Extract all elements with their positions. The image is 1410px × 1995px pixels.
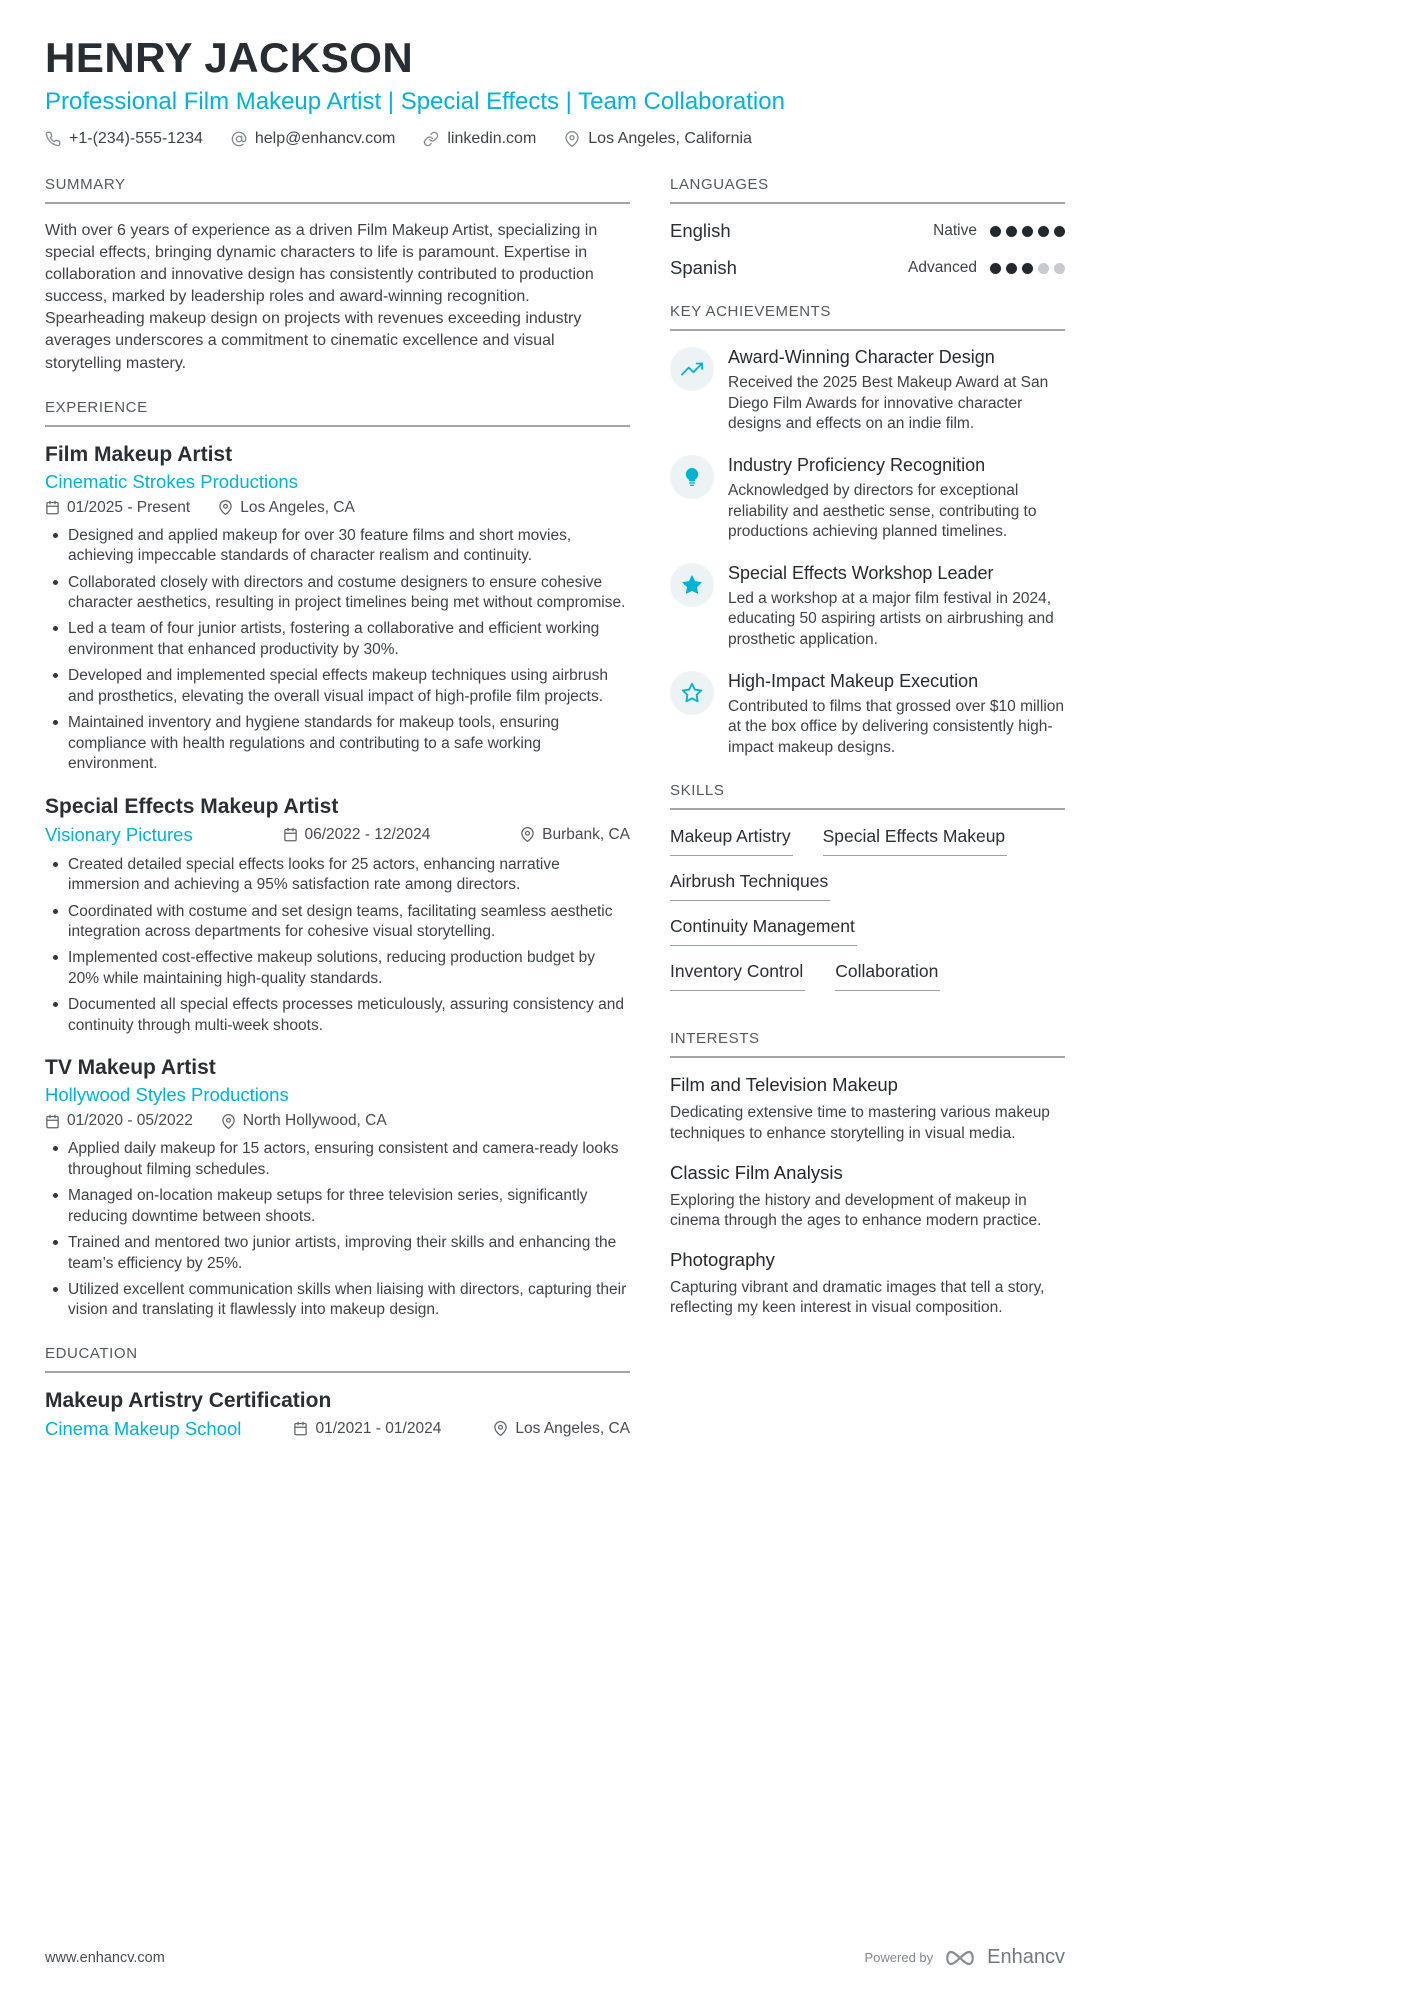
bullet-item: Applied daily makeup for 15 actors, ensuring consistent and camera-ready looks throughout filming schedules. [45,1139,630,1180]
job-title: TV Makeup Artist [45,1056,216,1080]
bullet-item: Designed and applied makeup for over 30 feature films and short movies, achieving impeccable standards of character realism and continuity. [45,526,630,567]
languages-section [670,176,1065,279]
website-text: linkedin.com [447,130,537,148]
interest-title: Photography [670,1248,775,1270]
language-proficiency-dot [990,226,1001,237]
degree-title: Makeup Artistry Certification [45,1388,332,1412]
experience-section [45,399,630,1321]
achievement-text: Received the 2025 Best Makeup Award at San Diego Film Awards for innovative character designs and effects on an indie film. [728,374,1049,433]
achievement-text: Contributed to films that grossed over $10 million at the box office by delivering consistently high-impact makeup designs. [728,697,1064,756]
language-row [670,220,1065,242]
language-name: Spanish [670,257,737,279]
location-pin-icon [221,1114,236,1129]
powered-by-label: Powered by [864,1950,934,1965]
interests-section [670,1030,1065,1319]
website-contact[interactable] [423,130,536,148]
skill-item: Inventory Control [670,961,805,991]
contact-row [45,130,1065,148]
achievement-title: Special Effects Workshop Leader [728,562,994,583]
language-proficiency-dot [1038,226,1049,237]
skill-item: Continuity Management [670,916,857,946]
bullet-item: Coordinated with costume and set design teams, facilitating seamless aesthetic integration across departments for cohesive visual storytelling. [45,902,630,943]
date-range: 06/2022 - 12/2024 [283,826,431,844]
experience-entry [45,443,630,775]
experience-entry [45,1056,630,1321]
link-icon [423,131,439,147]
job-location: Los Angeles, CA [218,499,355,517]
skill-item: Airbrush Techniques [670,871,830,901]
achievement-item [670,563,1065,651]
achievement-title: High-Impact Makeup Execution [728,670,979,691]
language-dots [990,263,1065,274]
language-proficiency-dot [990,263,1001,274]
star-filled-icon [681,574,703,596]
achievement-item [670,455,1065,543]
achievements-section-title: KEY ACHIEVEMENTS [670,303,1065,331]
bullet-item: Created detailed special effects looks for 25 actors, enhancing narrative immersion and achieving a 95% satisfaction rate among directors. [45,855,630,896]
date-range: 01/2025 - Present [45,499,190,517]
experience-entry [45,795,630,1037]
achievement-text: Acknowledged by directors for exceptional reliability and aesthetic sense, contributing to productions achieving planned timelines. [728,481,1037,541]
lightbulb-icon [681,466,703,488]
at-sign-icon [231,131,247,147]
language-proficiency-dot [1006,263,1017,274]
education-section-title: EDUCATION [45,1345,630,1373]
bullet-item: Trained and mentored two junior artists, improving their skills and enhancing the team’s efficiency by 25%. [45,1233,630,1274]
skill-item: Makeup Artistry [670,826,793,856]
page-footer [45,1946,1065,1969]
summary-text: With over 6 years of experience as a driven Film Makeup Artist, specializing in special effects, bringing dynamic characters to life is paramount. Expertise in collaboration and innovative design has consistently contributed to production success, marked by leadership roles and award-winning recognition. Spearheading makeup design on projects with revenues exceeding industry averages underscores a commitment to cinematic excellence and visual storytelling mastery. [45,222,598,372]
bullet-item: Maintained inventory and hygiene standards for makeup tools, ensuring compliance with health regulations and contributing to a safe working environment. [45,713,630,774]
bullet-item: Implemented cost-effective makeup solutions, reducing production budget by 20% while maintaining high-quality standards. [45,948,630,989]
calendar-icon [45,500,60,515]
language-level: Native [933,222,977,240]
languages-section-title: LANGUAGES [670,176,1065,204]
language-dots [990,226,1065,237]
achievement-item [670,347,1065,435]
interest-title: Film and Television Makeup [670,1074,898,1096]
email-address: help@enhancv.com [254,130,396,148]
job-location: North Hollywood, CA [221,1112,387,1130]
person-name: HENRY JACKSON [45,34,414,81]
language-proficiency-dot [1054,263,1065,274]
interest-text: Dedicating extensive time to mastering various makeup techniques to enhance storytelling in visual media. [670,1104,1050,1143]
interest-item [670,1249,1065,1319]
email-contact[interactable] [231,130,395,148]
location-contact [564,130,752,148]
bullet-item: Collaborated closely with directors and costume designers to ensure cohesive character aesthetics, resulting in project timelines being met without compromise. [45,573,630,614]
calendar-icon [283,827,298,842]
phone-contact[interactable] [45,130,203,148]
location-pin-icon [520,827,535,842]
bullet-item: Led a team of four junior artists, fostering a collaborative and efficient working environment that enhanced productivity by 30%. [45,619,630,660]
bullet-item: Managed on-location makeup setups for three television series, significantly reducing downtime between shoots. [45,1186,630,1227]
achievement-icon-circle [670,347,714,391]
language-proficiency-dot [1022,226,1033,237]
enhancv-brand-name[interactable]: Enhancv [987,1946,1065,1968]
achievement-title: Industry Proficiency Recognition [728,454,986,475]
skill-item: Collaboration [835,961,940,991]
skill-item: Special Effects Makeup [823,826,1008,856]
language-row [670,257,1065,279]
skills-section [670,782,1065,1006]
interest-text: Capturing vibrant and dramatic images that tell a story, reflecting my keen interest in visual composition. [670,1278,1045,1317]
achievement-icon-circle [670,563,714,607]
skills-section-title: SKILLS [670,782,1065,810]
school-location: Los Angeles, CA [493,1420,630,1438]
experience-section-title: EXPERIENCE [45,399,630,427]
bullet-item: Developed and implemented special effects makeup techniques using airbrush and prosthetics, elevating the overall visual impact of high-profile film projects. [45,666,630,707]
trending-up-icon [681,358,703,380]
bullet-item: Documented all special effects processes meticulously, assuring consistency and continuity through multi-week shoots. [45,995,630,1036]
location-pin-icon [493,1421,508,1436]
summary-section-title: SUMMARY [45,176,630,204]
interest-item [670,1162,1065,1232]
language-proficiency-dot [1006,226,1017,237]
company-name: Cinematic Strokes Productions [45,470,298,492]
summary-section [45,176,630,375]
enhancv-infinity-logo-icon [942,1949,978,1967]
language-proficiency-dot [1054,226,1065,237]
location-text: Los Angeles, California [588,130,752,148]
location-pin-icon [564,131,580,147]
language-name: English [670,220,731,242]
resume-header [45,36,1065,148]
language-proficiency-dot [1038,263,1049,274]
company-name: Hollywood Styles Productions [45,1084,289,1106]
job-location: Burbank, CA [520,826,630,844]
company-name: Visionary Pictures [45,823,193,845]
achievement-text: Led a workshop at a major film festival in 2024, educating 50 aspiring artists on airbrushing and prosthetic application. [728,589,1054,648]
interest-title: Classic Film Analysis [670,1161,843,1183]
interest-text: Exploring the history and development of makeup in cinema through the ages to enhance modern practice. [670,1191,1042,1230]
calendar-icon [293,1421,308,1436]
phone-icon [45,131,61,147]
school-name: Cinema Makeup School [45,1417,242,1439]
phone-number: +1-(234)-555-1234 [69,130,203,148]
interest-item [670,1074,1065,1144]
job-title: Special Effects Makeup Artist [45,794,339,818]
achievement-icon-circle [670,671,714,715]
achievement-item [670,671,1065,759]
job-title: Film Makeup Artist [45,442,233,466]
bullet-item: Utilized excellent communication skills when liaising with directors, capturing their vision and translating it flawlessly into makeup design. [45,1280,630,1321]
star-outline-icon [681,682,703,704]
location-pin-icon [218,500,233,515]
language-proficiency-dot [1022,263,1033,274]
headline: Professional Film Makeup Artist | Special Effects | Team Collaboration [45,88,785,116]
interests-section-title: INTERESTS [670,1030,1065,1058]
achievements-section [670,303,1065,758]
education-section [45,1345,630,1440]
language-level: Advanced [908,259,977,277]
calendar-icon [45,1114,60,1129]
date-range: 01/2021 - 01/2024 [293,1420,441,1438]
date-range: 01/2020 - 05/2022 [45,1112,193,1130]
enhancv-website-link[interactable]: www.enhancv.com [45,1949,165,1966]
achievement-icon-circle [670,455,714,499]
achievement-title: Award-Winning Character Design [728,347,995,368]
education-entry [45,1389,630,1440]
